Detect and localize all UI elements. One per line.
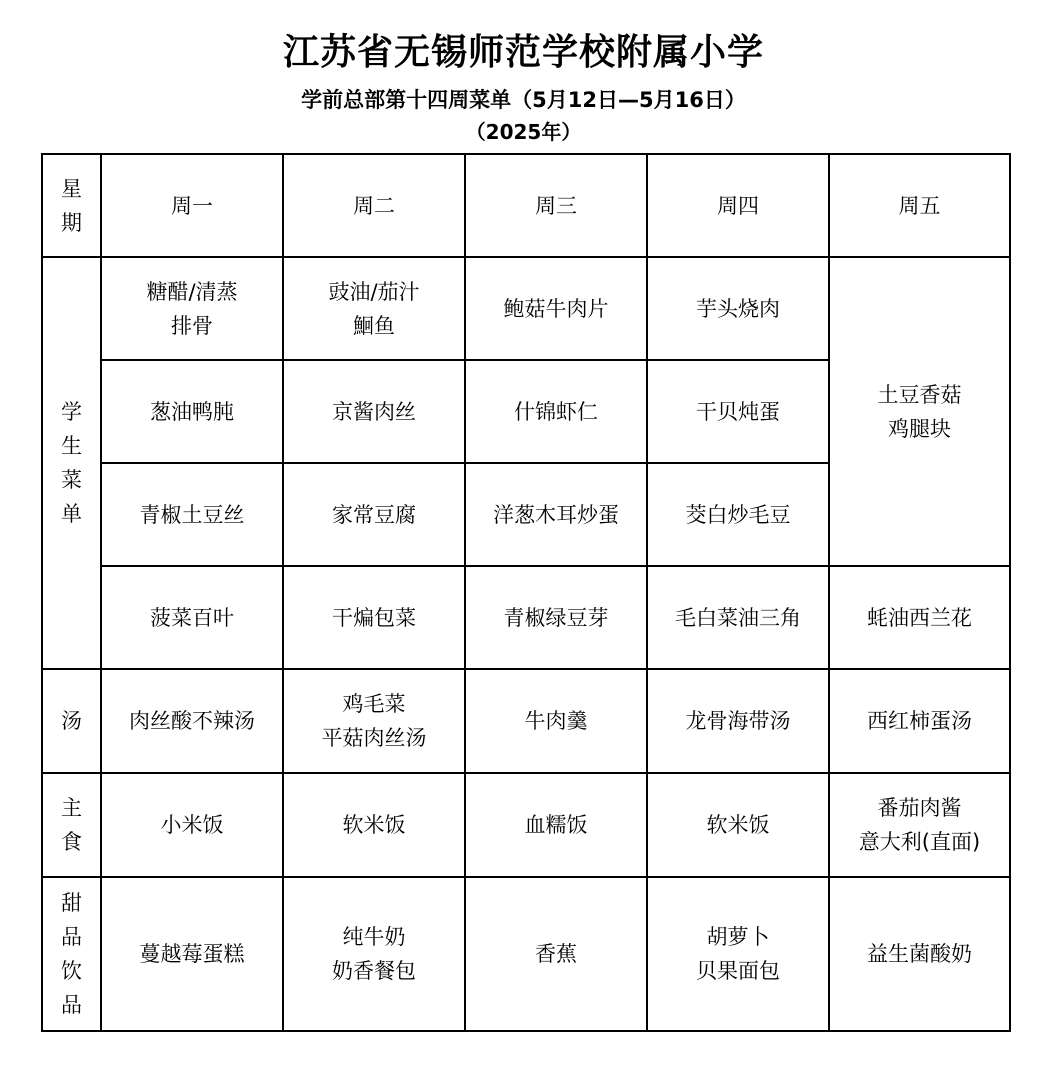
day-header-tue: 周二 — [283, 154, 465, 257]
dish-cell: 干贝炖蛋 — [647, 360, 829, 463]
category-soup: 汤 — [42, 669, 101, 773]
soup-cell: 肉丝酸不辣汤 — [101, 669, 283, 773]
header-row — [42, 154, 1010, 257]
dish-cell: 青椒土豆丝 — [101, 463, 283, 566]
category-staple: 主食 — [42, 773, 101, 877]
soup-cell: 鸡毛菜 平菇肉丝汤 — [283, 669, 465, 773]
dish-cell: 京酱肉丝 — [283, 360, 465, 463]
day-header-wed: 周三 — [465, 154, 647, 257]
soup-cell: 牛肉羹 — [465, 669, 647, 773]
dish-cell: 葱油鸭肫 — [101, 360, 283, 463]
dish-cell: 豉油/茄汁 鮰鱼 — [283, 257, 465, 360]
staple-cell: 软米饭 — [283, 773, 465, 877]
dessert-cell: 益生菌酸奶 — [829, 877, 1010, 1031]
staple-cell: 软米饭 — [647, 773, 829, 877]
day-header-mon: 周一 — [101, 154, 283, 257]
staple-cell: 小米饭 — [101, 773, 283, 877]
menu-year: （2025年） — [465, 120, 582, 144]
staple-row — [42, 773, 1010, 877]
table-row — [42, 257, 1010, 360]
dish-cell: 毛白菜油三角 — [647, 566, 829, 669]
dish-cell: 芋头烧肉 — [647, 257, 829, 360]
day-header-fri: 周五 — [829, 154, 1010, 257]
dish-cell: 鲍菇牛肉片 — [465, 257, 647, 360]
dish-cell: 菠菜百叶 — [101, 566, 283, 669]
category-student-dishes: 学生菜单 — [42, 257, 101, 669]
category-dessert: 甜品饮品 — [42, 877, 101, 1031]
dessert-cell: 蔓越莓蛋糕 — [101, 877, 283, 1031]
staple-cell: 血糯饭 — [465, 773, 647, 877]
soup-cell: 龙骨海带汤 — [647, 669, 829, 773]
staple-cell: 番茄肉酱 意大利(直面) — [829, 773, 1010, 877]
dish-cell: 青椒绿豆芽 — [465, 566, 647, 669]
soup-row — [42, 669, 1010, 773]
dish-cell: 茭白炒毛豆 — [647, 463, 829, 566]
dish-cell: 什锦虾仁 — [465, 360, 647, 463]
dish-cell: 糖醋/清蒸 排骨 — [101, 257, 283, 360]
dish-cell: 家常豆腐 — [283, 463, 465, 566]
page-title: 江苏省无锡师范学校附属小学 — [282, 32, 764, 73]
dessert-cell: 香蕉 — [465, 877, 647, 1031]
weekday-corner-label: 星期 — [42, 154, 101, 257]
dessert-row — [42, 877, 1010, 1031]
menu-subtitle: 学前总部第十四周菜单（5月12日—5月16日） — [301, 88, 746, 112]
table-row — [42, 566, 1010, 669]
dish-cell: 干煸包菜 — [283, 566, 465, 669]
soup-cell: 西红柿蛋汤 — [829, 669, 1010, 773]
day-header-thu: 周四 — [647, 154, 829, 257]
dish-cell-fri-main: 土豆香菇 鸡腿块 — [829, 257, 1010, 566]
dessert-cell: 纯牛奶 奶香餐包 — [283, 877, 465, 1031]
dish-cell: 蚝油西兰花 — [829, 566, 1010, 669]
dessert-cell: 胡萝卜 贝果面包 — [647, 877, 829, 1031]
dish-cell: 洋葱木耳炒蛋 — [465, 463, 647, 566]
weekly-menu-table — [41, 153, 1011, 1032]
